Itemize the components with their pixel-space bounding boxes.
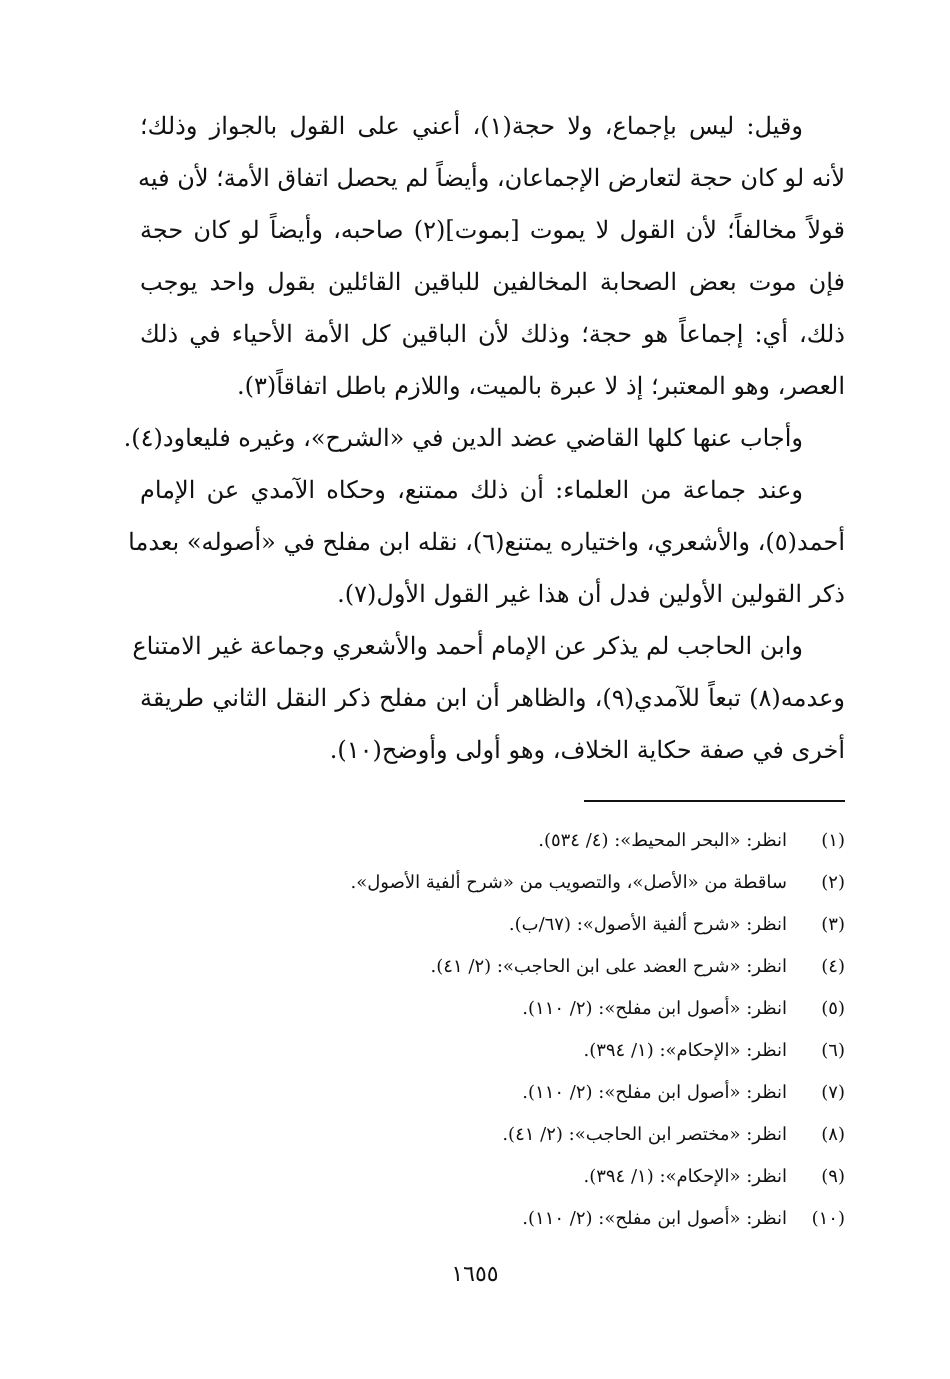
footnote-text: انظر: «أصول ابن مفلح»: (٢/ ١١٠). <box>522 1082 787 1103</box>
footnote-text: انظر: «الإحكام»: (١/ ٣٩٤). <box>583 1166 787 1187</box>
footnote <box>140 820 845 862</box>
footnote-number: (٩) <box>821 1166 845 1187</box>
footnotes <box>140 820 845 1240</box>
text-line: وابن الحاجب لم يذكر عن الإمام أحمد والأشعري وجماعة غير الامتناع <box>132 632 803 660</box>
footnote-number: (٣) <box>821 914 845 935</box>
footnote <box>140 1030 845 1072</box>
text-line: أحمد(٥)، والأشعري، واختياره يمتنع(٦)، نقله ابن مفلح في «أصوله» بعدما <box>128 528 845 556</box>
footnote-divider <box>584 800 845 802</box>
footnote-text: انظر: «الإحكام»: (١/ ٣٩٤). <box>583 1040 787 1061</box>
footnote <box>140 862 845 904</box>
text-line: وعند جماعة من العلماء: أن ذلك ممتنع، وحكاه الآمدي عن الإمام <box>140 476 803 504</box>
text-line: وقيل: ليس بإجماع، ولا حجة(١)، أعني على القول بالجواز وذلك؛ <box>140 112 803 140</box>
text-line: لأنه لو كان حجة لتعارض الإجماعان، وأيضاً لم يحصل اتفاق الأمة؛ لأن فيه <box>137 164 845 192</box>
text-line: ذكر القولين الأولين فدل أن هذا غير القول الأول(٧). <box>337 580 845 608</box>
text-line: أخرى في صفة حكاية الخلاف، وهو أولى وأوضح(١٠). <box>329 736 845 764</box>
footnote <box>140 988 845 1030</box>
text-line: العصر، وهو المعتبر؛ إذ لا عبرة بالميت، واللازم باطل اتفاقاً(٣). <box>236 372 845 400</box>
footnote-text: انظر: «أصول ابن مفلح»: (٢/ ١١٠). <box>522 998 787 1019</box>
text-line: ذلك، أي: إجماعاً هو حجة؛ وذلك لأن الباقين كل الأمة الأحياء في ذلك <box>140 320 845 348</box>
footnote-number: (٨) <box>821 1124 845 1145</box>
text-line: فإن موت بعض الصحابة المخالفين للباقين القائلين بقول واحد يوجب <box>140 268 845 296</box>
footnote-number: (٥) <box>821 998 845 1019</box>
footnote-text: انظر: «أصول ابن مفلح»: (٢/ ١١٠). <box>522 1208 787 1229</box>
footnote <box>140 1198 845 1240</box>
footnote <box>140 1114 845 1156</box>
text-line: وعدمه(٨) تبعاً للآمدي(٩)، والظاهر أن ابن مفلح ذكر النقل الثاني طريقة <box>140 684 845 712</box>
footnote-text: انظر: «مختصر ابن الحاجب»: (٢/ ٤١). <box>502 1124 787 1145</box>
footnote-text: انظر: «شرح ألفية الأصول»: (٦٧/ب). <box>508 914 787 935</box>
text-line: قولاً مخالفاً؛ لأن القول لا يموت [بموت](٢) صاحبه، وأيضاً لو كان حجة <box>140 216 845 244</box>
footnote-number: (١) <box>821 830 845 851</box>
text-line: وأجاب عنها كلها القاضي عضد الدين في «الشرح»، وغيره فليعاود(٤). <box>123 424 803 452</box>
footnote <box>140 946 845 988</box>
page-number: ١٦٥٥ <box>451 1262 499 1287</box>
footnote <box>140 904 845 946</box>
footnote <box>140 1156 845 1198</box>
footnote-text: انظر: «البحر المحيط»: (٤/ ٥٣٤). <box>538 830 787 851</box>
footnote-text: انظر: «شرح العضد على ابن الحاجب»: (٢/ ٤١). <box>430 956 787 977</box>
main-text <box>123 100 845 776</box>
footnote-number: (٢) <box>821 872 845 893</box>
footnote-number: (١٠) <box>811 1208 845 1229</box>
footnote <box>140 1072 845 1114</box>
footnote-number: (٤) <box>821 956 845 977</box>
footnote-text: ساقطة من «الأصل»، والتصويب من «شرح ألفية الأصول». <box>350 872 787 893</box>
footnote-number: (٧) <box>821 1082 845 1103</box>
footnote-number: (٦) <box>821 1040 845 1061</box>
